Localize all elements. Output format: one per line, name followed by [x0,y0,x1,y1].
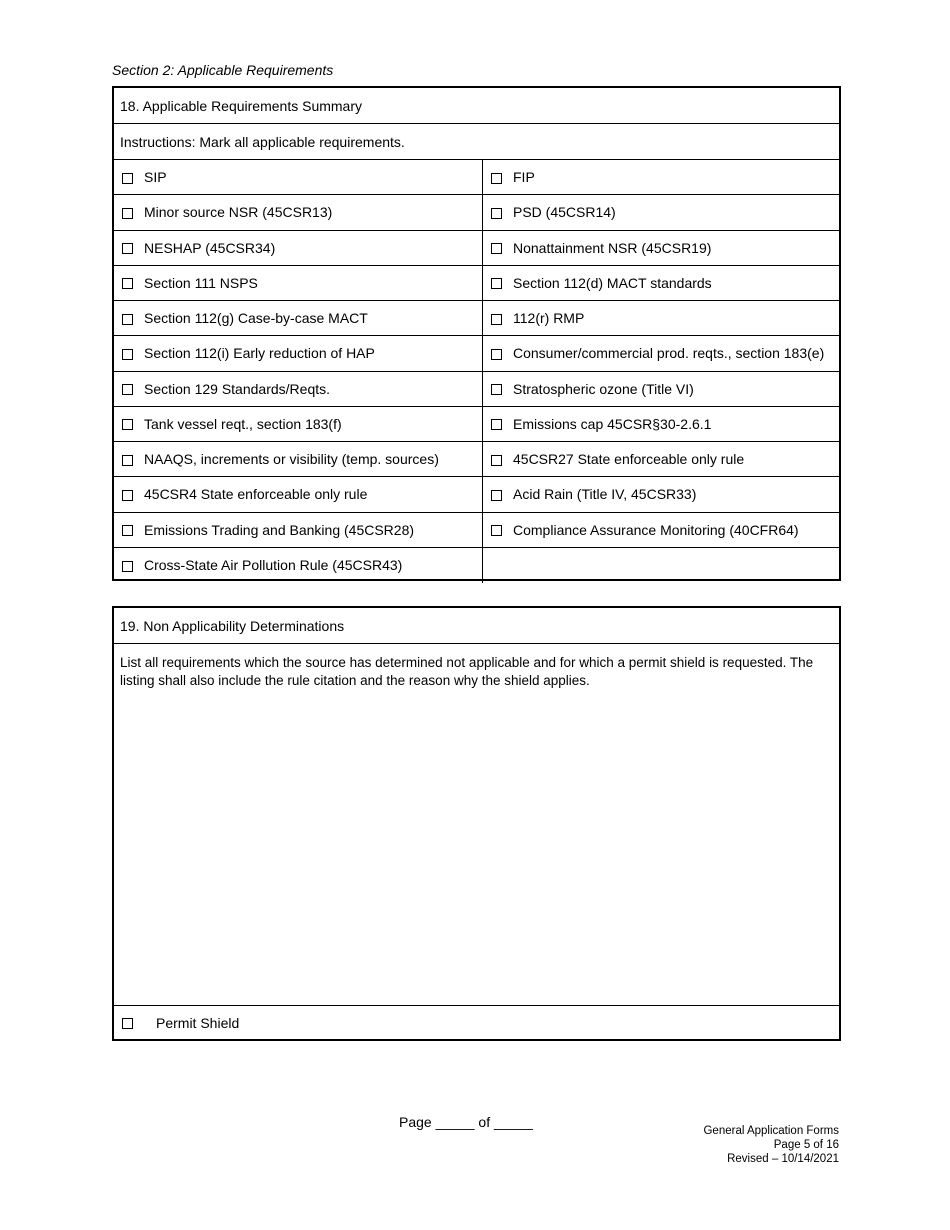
requirement-cell[interactable] [114,266,483,301]
requirement-label: Tank vessel reqt., section 183(f) [144,415,342,432]
requirement-cell[interactable] [483,160,839,195]
requirement-checkbox[interactable] [122,349,133,360]
requirement-checkbox[interactable] [122,490,133,501]
requirement-cell[interactable] [114,548,483,583]
applicable-requirements-table [112,86,841,581]
requirement-cell[interactable] [483,301,839,336]
requirement-label: Acid Rain (Title IV, 45CSR33) [513,486,697,503]
requirement-cell[interactable] [483,477,839,512]
requirement-cell[interactable] [114,301,483,336]
requirement-checkbox[interactable] [491,455,502,466]
requirement-checkbox[interactable] [122,384,133,395]
footer [703,1124,839,1166]
requirement-label: Section 112(i) Early reduction of HAP [144,345,375,362]
requirement-label: Stratospheric ozone (Title VI) [513,380,694,397]
requirement-cell[interactable] [114,477,483,512]
requirement-cell[interactable] [114,513,483,548]
requirement-label: Compliance Assurance Monitoring (40CFR64) [513,521,799,538]
requirement-cell[interactable] [114,195,483,230]
requirement-cell[interactable] [114,160,483,195]
item18-instructions: Instructions: Mark all applicable requirements. [114,124,839,160]
requirement-checkbox[interactable] [122,314,133,325]
requirement-checkbox[interactable] [122,173,133,184]
requirement-checkbox[interactable] [122,278,133,289]
section-heading: Section 2: Applicable Requirements [112,62,334,78]
requirement-label: Emissions cap 45CSR§30-2.6.1 [513,415,712,432]
requirement-checkbox[interactable] [491,314,502,325]
item18-title: 18. Applicable Requirements Summary [114,88,839,124]
requirement-label: Emissions Trading and Banking (45CSR28) [144,521,415,538]
requirement-cell[interactable] [483,266,839,301]
requirement-cell[interactable] [483,513,839,548]
requirement-label: FIP [513,169,535,186]
requirement-cell[interactable] [114,407,483,442]
requirement-checkbox[interactable] [491,349,502,360]
requirement-label: Nonattainment NSR (45CSR19) [513,239,712,256]
requirement-checkbox[interactable] [122,419,133,430]
requirement-cell[interactable] [483,336,839,371]
requirement-label: Cross-State Air Pollution Rule (45CSR43) [144,557,403,574]
requirement-label: Section 111 NSPS [144,274,258,291]
requirement-label: 45CSR4 State enforceable only rule [144,486,368,503]
non-applicability-box [112,606,841,1041]
requirement-cell[interactable] [483,372,839,407]
requirement-cell[interactable] [483,407,839,442]
requirement-label: PSD (45CSR14) [513,204,616,221]
page-numbering: Page _____ of _____ [399,1114,533,1130]
requirement-checkbox[interactable] [491,208,502,219]
footer-page: Page 5 of 16 [773,1139,839,1151]
requirement-cell[interactable] [114,442,483,477]
requirement-cell[interactable] [114,336,483,371]
permit-shield-row[interactable] [114,1006,839,1039]
requirement-label: Section 112(g) Case-by-case MACT [144,310,368,327]
requirement-label: Consumer/commercial prod. reqts., section 183(e) [513,345,825,362]
footer-revised: Revised – 10/14/2021 [727,1153,839,1165]
requirement-cell[interactable] [483,442,839,477]
requirement-checkbox[interactable] [491,490,502,501]
requirement-checkbox[interactable] [491,384,502,395]
requirement-checkbox[interactable] [491,419,502,430]
permit-shield-label: Permit Shield [156,1014,240,1031]
requirement-cell[interactable] [114,372,483,407]
requirement-label: Section 112(d) MACT standards [513,274,712,291]
requirement-cell[interactable] [114,231,483,266]
requirement-checkbox[interactable] [491,278,502,289]
requirement-cell[interactable] [483,195,839,230]
requirements-grid [114,160,839,583]
footer-form-name: General Application Forms [703,1125,839,1137]
permit-shield-checkbox[interactable] [122,1018,133,1029]
requirement-checkbox[interactable] [122,525,133,536]
requirement-label: 45CSR27 State enforceable only rule [513,451,745,468]
requirement-checkbox[interactable] [491,525,502,536]
item19-instructions[interactable]: List all requirements which the source has determined not applicable and for which a permit shield is requested. The listing shall also include the rule citation and the reason why the shield applies. [114,644,839,1006]
requirement-label: 112(r) RMP [513,310,585,327]
requirement-cell[interactable] [483,231,839,266]
requirement-label: NESHAP (45CSR34) [144,239,276,256]
item19-title: 19. Non Applicability Determinations [114,608,839,644]
requirement-label: Minor source NSR (45CSR13) [144,204,333,221]
requirement-label: SIP [144,169,167,186]
requirement-checkbox[interactable] [491,173,502,184]
requirement-checkbox[interactable] [122,208,133,219]
requirement-checkbox[interactable] [491,243,502,254]
requirement-cell [483,548,839,583]
requirement-label: Section 129 Standards/Reqts. [144,380,331,397]
requirement-checkbox[interactable] [122,243,133,254]
requirement-checkbox[interactable] [122,561,133,572]
requirement-checkbox[interactable] [122,455,133,466]
requirement-label: NAAQS, increments or visibility (temp. sources) [144,451,439,468]
